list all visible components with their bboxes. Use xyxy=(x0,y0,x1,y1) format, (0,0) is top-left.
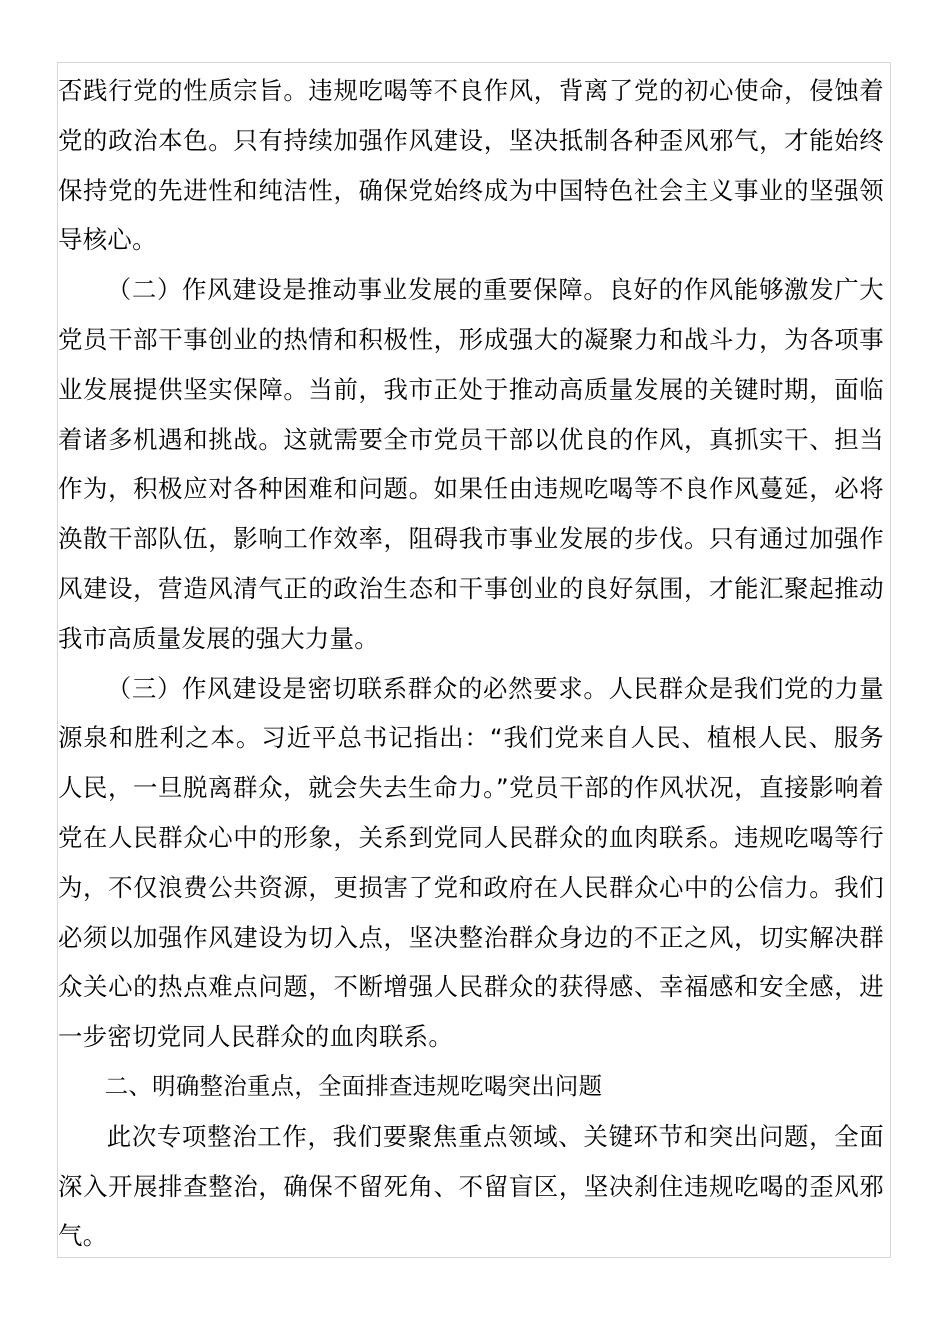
paragraph-continuation: 否践行党的性质宗旨。违规吃喝等不良作风，背离了党的初心使命，侵蚀着党的政治本色。只有持续加强作风建设，坚决抵制各种歪风邪气，才能始终保持党的先进性和纯洁性，确保党始终成为中国特色社会主义事业的坚强领导核心。 xyxy=(58,76,884,255)
document-body xyxy=(58,66,884,1261)
section-heading: 二、明确整治重点，全面排查违规吃喝突出问题 xyxy=(104,1071,603,1100)
paragraph-intro: 此次专项整治工作，我们要聚焦重点领域、关键环节和突出问题，全面深入开展排查整治，确保不留死角、不留盲区，坚决刹住违规吃喝的歪风邪气。 xyxy=(58,1121,884,1251)
paragraph-section-three: （三）作风建设是密切联系群众的必然要求。人民群众是我们党的力量源泉和胜利之本。习近平总书记指出：“我们党来自人民、植根人民、服务人民，一旦脱离群众，就会失去生命力。”党员干部的作风状况，直接影响着党在人民群众心中的形象，关系到党同人民群众的血肉联系。违规吃喝等行为，不仅浪费公共资源，更损害了党和政府在人民群众心中的公信力。我们必须以加强作风建设为切入点，坚决整治群众身边的不正之风，切实解决群众关心的热点难点问题，不断增强人民群众的获得感、幸福感和安全感，进一步密切党同人民群众的血肉联系。 xyxy=(58,673,884,1052)
paragraph-section-two: （二）作风建设是推动事业发展的重要保障。良好的作风能够激发广大党员干部干事创业的热情和积极性，形成强大的凝聚力和战斗力，为各项事业发展提供坚实保障。当前，我市正处于推动高质量发展的关键时期，面临着诸多机遇和挑战。这就需要全市党员干部以优良的作风，真抓实干、担当作为，积极应对各种困难和问题。如果任由违规吃喝等不良作风蔓延，必将涣散干部队伍，影响工作效率，阻碍我市事业发展的步伐。只有通过加强作风建设，营造风清气正的政治生态和干事创业的良好氛围，才能汇聚起推动我市高质量发展的强大力量。 xyxy=(58,275,884,653)
